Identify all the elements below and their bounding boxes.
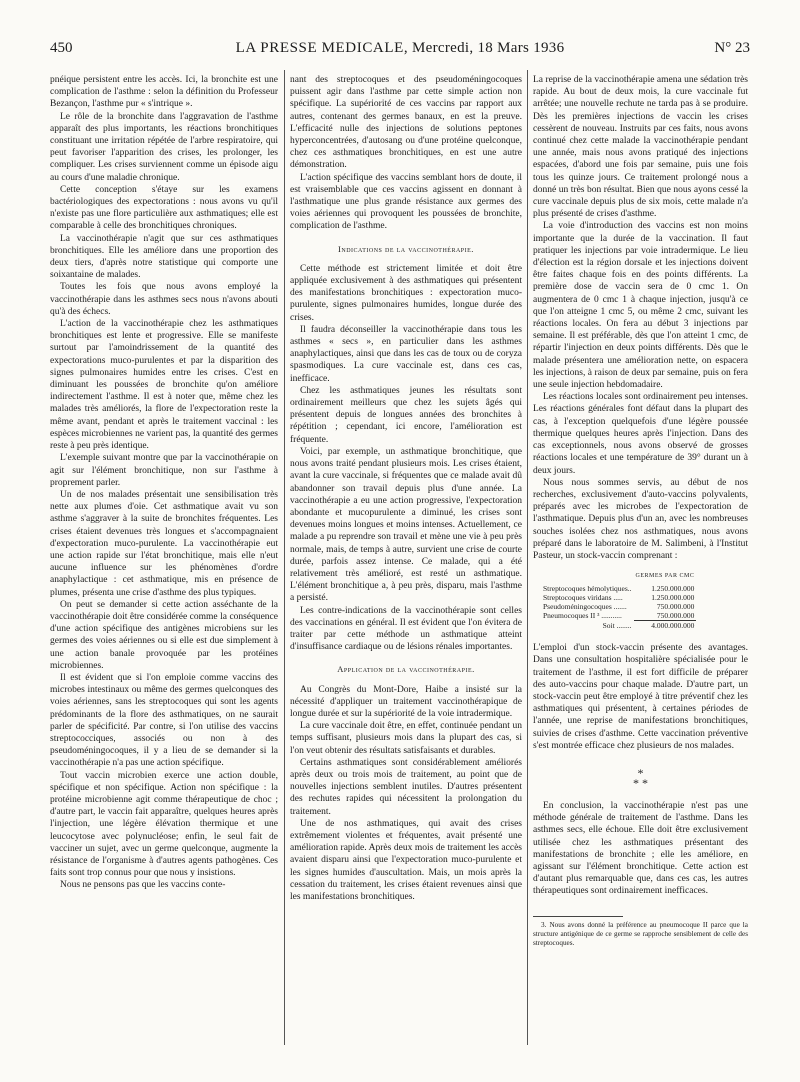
section-separator-stars: * * * (633, 765, 648, 790)
table-row (541, 602, 696, 611)
paragraph: On peut se demander si cette action asséchante de la vaccinothérapie doit être considérée comme la conséquence d'une action spécifique des antigènes microbiens sur les germes des voies aériennes ou si elle est due simplement à une action banale provoquée par les protéines microbiennes. (50, 599, 278, 671)
paragraph: Il faudra déconseiller la vaccinothérapie dans tous les asthmes « secs », en particulier dans les asthmes anaphylactiques, ainsi que dans les cas de toux ou de coryza spasmodiques. La cure vaccinale est, dans ces cas, inefficace. (290, 324, 522, 384)
germ-name: Streptocoques hémolytiques.. (543, 584, 632, 594)
column-divider (284, 70, 285, 1045)
paragraph: Nous ne pensons pas que les vaccins conte- (60, 880, 226, 891)
text-column-1 (50, 74, 278, 892)
text-column-3 (533, 74, 748, 948)
paragraph: L'exemple suivant montre que par la vaccinothérapie on agit sur l'élément bronchitique, non sur l'asthme à proprement parler. (50, 453, 278, 488)
germ-name: Streptocoques viridans ..... (543, 593, 623, 603)
conclusion-paragraph: En conclusion, la vaccinothérapie n'est pas une méthode générale de traitement de l'asthme. Dans les asthmes secs, elle échoue. Elle doit être exclusivement utilisée chez les asthmatiques présentant des manifestations de bronchite ; elle les améliore, en agissant sur l'élément bronchitique. Cette action est d'autant plus remarquable que, dans ces cas, les autres thérapeutiques sont ordinairement inefficaces. (533, 800, 748, 897)
paragraph: Cette conception s'étaye sur les examens bactériologiques des expectorations : nous avons vu qu'il n'existe pas une flore particulière aux asthmatiques; elle est comparable à celle des bronchitiques chroniques. (50, 184, 278, 232)
page-number: 450 (50, 40, 73, 56)
page-header (50, 40, 750, 60)
paragraph: pnéique persistent entre les accès. Ici, la bronchite est une complication de l'asthme : selon la définition du Professeur Bezançon, l'asthme pur « s'intrique ». (50, 75, 278, 110)
section-heading: Application de la vaccinothérapie. (337, 664, 475, 675)
section-heading: Indications de la vaccinothérapie. (338, 243, 474, 254)
paragraph: Cette méthode est strictement limitée et doit être appliquée exclusivement à des asthmatiques qui présentent des manifestations bronchitiques : expectoration muco-purulente, signes pulmonaires humides, longue durée des crises. (290, 263, 522, 323)
column-3-top (533, 74, 748, 562)
table-row (541, 584, 696, 593)
paragraph: La cure vaccinale doit être, en effet, continuée pendant un temps suffisant, plusieurs mois dans la plupart des cas, si l'on veut obtenir des résultats satisfaisants et durables. (290, 721, 522, 756)
footnote-rule (533, 916, 623, 917)
germ-name: Pseudoméningocoques ....... (543, 602, 627, 612)
paragraph: Un de nos malades présentait une sensibilisation très nette aux plumes d'oie. Cet asthmatique avait vu son asthme s'aggraver à la suite de bronchites fréquentes. Les crises étaient devenues très longues et s'accompagnaient d'expectoration muco-purulente. La vaccinothérapie eut une action rapide sur l'état bronchitique, mais elle n'eut aucune influence sur les phénomènes d'ordre anaphylactique : cet asthmatique, mis en présence de plumes, présenta une crise d'asthme des plus typiques. (50, 489, 278, 598)
running-title (50, 40, 750, 57)
table-header: GERMES PAR CMC (635, 573, 695, 580)
germ-count: 750.000.000 (656, 602, 695, 612)
paragraph: L'action de la vaccinothérapie chez les asthmatiques bronchitiques est lente et progressive. Elle se manifeste surtout par l'amoindrissement de la quantité des expectorations muco-purulentes et par la disparition des signes pulmonaires humides entre les crises. C'est en diminuant les poussées de bronchite qu'on améliore indirectement l'asthme. Il est à noter que, même chez les malades très améliorés, la flore de l'expectoration reste la même avant, pendant et après le traitement vaccinal : les espèces microbiennes ne varient pas, la quantité des germes reste à peu près identique. (50, 319, 278, 452)
paragraph: Nous nous sommes servis, au début de nos recherches, exclusivement d'auto-vaccins polyvalents, préparés avec les microbes de l'expectoration de l'asthmatique. Depuis plus d'un an, avec les nombreuses souches isolées chez nos asthmatiques, nous avons préparé dans le laboratoire de M. Salimbeni, à l'Institut Pasteur, un stock-vaccin comprenant : (533, 477, 748, 561)
text-column-2 (290, 74, 522, 903)
footnote: 3. Nous avons donné la préférence au pneumocoque II parce que la structure antigénique de ce germe se rapproche sensiblement de celle des streptocoques. (533, 920, 748, 947)
column-3-middle (533, 642, 748, 752)
paragraph: La vaccinothérapie n'agit que sur ces asthmatiques bronchitiques. Elle les améliore dans une proportion des deux tiers, d'après notre statistique qui comporte une soixantaine de malades. (50, 233, 278, 281)
paragraph: Certains asthmatiques sont considérablement améliorés après deux ou trois mois de traitement, au point que de nouvelles injections semblent inutiles. D'autres présentent des rechutes rapides qui nécessitent la prolongation du traitement. (290, 757, 522, 817)
paragraph: La reprise de la vaccinothérapie amena une sédation très rapide. Au bout de deux mois, la cure vaccinale fut arrêtée; une nouvelle rechute ne tarda pas à se produire. Dès les premières injections de vaccin les crises cessèrent de nouveau. Instruits par ces faits, nous avons continué chez cette malade la vaccinothérapie pendant une année, mais nous avons pratiqué des injections espacées, d'abord une fois par semaine, puis une fois tous les quinze jours. Ce traitement prolongé nous a donné un très bon résultat. Bien que nous ayons cessé la cure vaccinale depuis plus de six mois, cette malade n'a plus présenté de crises d'asthme. (533, 75, 748, 220)
paragraph: Toutes les fois que nous avons employé la vaccinothérapie dans les asthmes secs nous n'avons abouti qu'à des échecs. (50, 282, 278, 317)
issue-number: N° 23 (714, 40, 750, 56)
paragraph: Au Congrès du Mont-Dore, Haibe a insisté sur la nécessité d'appliquer un traitement vaccinothérapique de longue durée et sur la supériorité de la voie intradermique. (290, 684, 522, 719)
paragraph: Chez les asthmatiques jeunes les résultats sont ordinairement meilleurs que chez les sujets âgés qui présentent depuis de longues années des bronchites à répétition ; cependant, ici encore, l'amélioration est fréquente. (290, 385, 522, 445)
journal-name: LA PRESSE MEDICALE (235, 40, 404, 56)
column-divider (527, 70, 528, 1045)
vaccine-composition-table (541, 572, 696, 630)
germ-name: Pneumocoques II ³ ........... (543, 611, 622, 621)
paragraph: Voici, par exemple, un asthmatique bronchitique, que nous avons traité pendant plusieurs mois. Les crises étaient, avant la cure vaccinale, si fréquentes que ce malade avait dû abandonner son travail depuis plus d'une année. La vaccinothérapie a eu une action progressive, l'expectoration abondante et mucopurulente a diminué, les crises sont devenues moins longues et moins intenses. Actuellement, ce malade a pu reprendre son travail et mène une vie à peu près normale, mais, de temps à autre, survient une crise de courte durée, parfois assez intense. Ce malade, qui a été relativement très amélioré, est resté un asthmatique. L'élément bronchitique a, à peu près, disparu, mais l'asthme a persisté. (290, 446, 522, 604)
table-row (541, 611, 696, 621)
germ-count: 1.250.000.000 (651, 593, 695, 603)
paragraph: Le rôle de la bronchite dans l'aggravation de l'asthme apparaît des plus importants, les réactions bronchitiques constituant une irritation répétée de l'arbre respiratoire, qui peut favoriser l'apparition des crises, les prolonger, les compliquer. Les crises surviennent comme un épisode aigu au cours d'une maladie chronique. (50, 111, 278, 183)
issue-date: , Mercredi, 18 Mars 1936 (403, 40, 565, 56)
paragraph: L'action spécifique des vaccins semblant hors de doute, il est vraisemblable que ces vaccins agissent en donnant à l'asthmatique une plus grande résistance aux germes des voies aériennes qui provoquent les poussées de bronchite, complication de l'asthme. (290, 172, 522, 232)
paragraph: Une de nos asthmatiques, qui avait des crises extrêmement violentes et fréquentes, avait présenté une amélioration rapide. Après deux mois de traitement les accès avaient disparu ainsi que l'expectoration muco-purulente et les signes humides d'auscultation. Mais, un mois après la cessation du traitement, les crises étaient revenues ainsi que les manifestations bronchitiques. (290, 818, 522, 902)
paragraph: Les contre-indications de la vaccinothérapie sont celles des vaccinations en général. Il est évident que l'on évitera de traiter par cette méthode un asthmatique atteint d'insuffisance cardiaque ou de lésions rénales importantes. (290, 605, 522, 653)
germ-count: 1.250.000.000 (651, 584, 695, 594)
germ-count: 750.000.000 (656, 611, 695, 621)
table-sum-value: 4.000.000.000 (634, 621, 697, 631)
paragraph: Les réactions locales sont ordinairement peu intenses. Les réactions générales font défaut dans la plupart des cas, à l'exception quelquefois d'une légère poussée thermique quelques heures après l'injection. Dans des cas exceptionnels, nous avons observé de grosses réactions locales et une température de 39° durant un à deux jours. (533, 392, 748, 476)
paragraph: La voie d'introduction des vaccins est non moins importante que la durée de la vaccination. Il faut pratiquer les injections par voie intradermique. Le lieu d'élection est la région dorsale et les injections doivent être faites chaque fois en des points différents. La première dose de vaccin sera de 0 cmc 1. On augmentera de 0 cmc 1 à chaque injection, jusqu'à ce que l'on atteigne 1 cmc 5, ou même 2 cmc, suivant les réactions locales. On fera au début 3 injections par semaine. Il est préférable, dès que l'on atteint 1 cmc, de répartir l'injection en deux points différents. Dès que le malade présentera une amélioration nette, on espacera les injections, à raison de deux par semaine, puis on fera une seule injection hebdomadaire. (533, 221, 748, 391)
table-row (541, 593, 696, 602)
table-sum-label: Soit ........ (602, 620, 632, 630)
paragraph: Il est évident que si l'on emploie comme vaccins des microbes intestinaux ou même des germes quelconques des voies aériennes, sans les streptocoques qui sont les agents prédominants de la flore des asthmatiques, on ne saurait parler de spécificité. Par contre, si l'on utilise des vaccins streptococciques, associés ou non à des pseudoméningocoques, il y a lieu de se demander si la vaccinothérapie n'a pas une action spécifique. (50, 672, 278, 769)
paragraph: Tout vaccin microbien exerce une action double, spécifique et non spécifique. Action non spécifique : la protéine microbienne agit comme thérapeutique de choc ; d'autre part, le vaccin fait apparaître, quelques heures après l'injection, une légère élévation thermique et une leucocytose avec polynucléose; enfin, le seul fait de vacciner un sujet, avec un germe quelconque, augmente la résistance de l'organisme à d'autres agents pathogènes. Ces faits sont trop connus pour que nous y insistions. (50, 770, 278, 879)
paragraph: nant des streptocoques et des pseudoméningocoques puissent agir dans l'asthme par cette simple action non spécifique. La supériorité de ces vaccins par rapport aux autres, contenant des germes banaux, en est la preuve. L'efficacité nulle des injections de solutions peptones hyperconcentrées, d'autosang ou d'une protéine quelconque, chez ces asthmatiques bronchitiques, en est une autre démonstration. (290, 75, 522, 171)
paragraph: L'emploi d'un stock-vaccin présente des avantages. Dans une consultation hospitalière spécialisée pour le traitement de l'asthme, il est fort difficile de préparer des auto-vaccins pour chaque malade. D'autre part, un stock-vaccin peut être employé à titre préventif chez les asthmatiques qui présentent, à certaines périodes de l'année, une reprise de manifestations bronchitiques, suivies de crises d'asthme. Cette vaccination préventive s'est montrée efficace chez plusieurs de nos malades. (533, 643, 748, 751)
